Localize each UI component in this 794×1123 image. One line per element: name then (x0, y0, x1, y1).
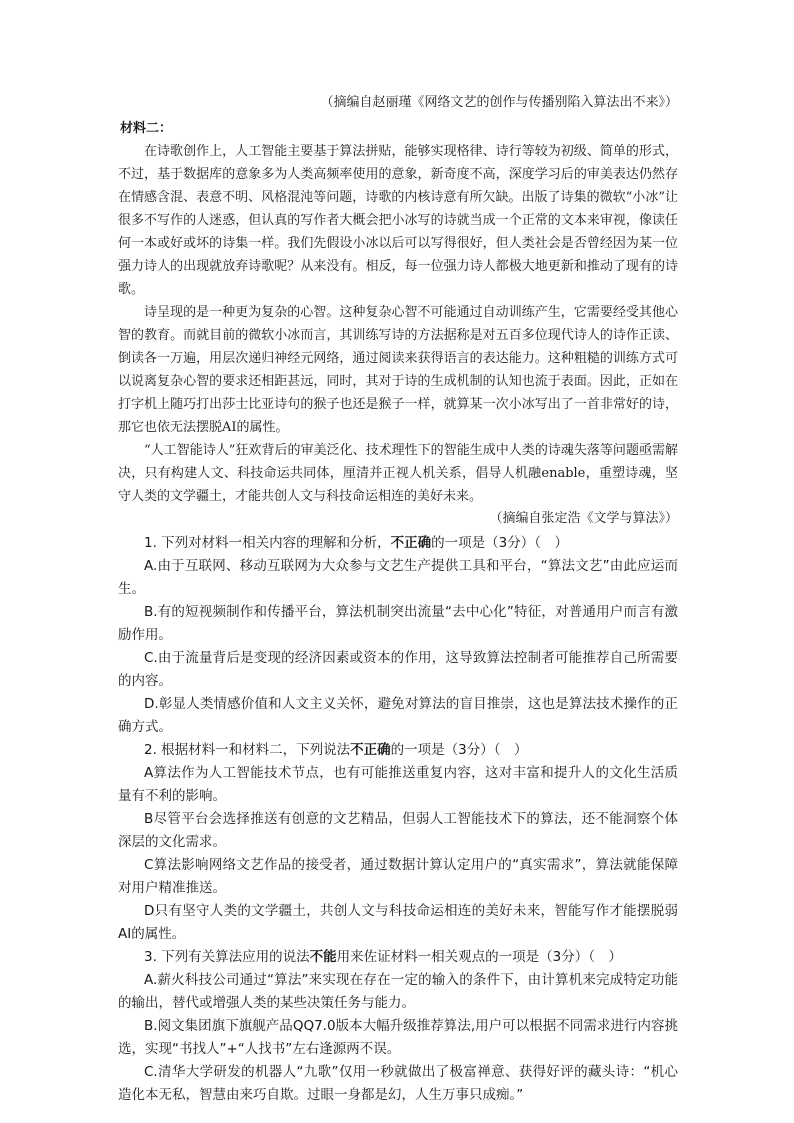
question-3-option-c[interactable]: C.清华大学研发的机器人“九歌”仅用一秒就做出了极富禅意、获得好评的藏头诗：“机心造化本无私，智慧由来巧自欺。过眼一身都是幻，人生万事只成痴。” (118, 1064, 678, 1103)
question-3-stem-text: 3. 下列有关算法应用的说法 (144, 949, 310, 965)
question-2-option-b[interactable]: B尽管平台会选择推送有创意的文艺精品，但弱人工智能技术下的算法，还不能洞察个体深层的文化需求。 (118, 811, 678, 850)
question-2-option-a[interactable]: A算法作为人工智能技术节点，也有可能推送重复内容，这对丰富和提升人的文化生活质量有不利的影响。 (118, 765, 678, 804)
question-2-option-d[interactable]: D只有坚守人类的文学疆土，共创人文与科技命运相连的美好未来，智能写作才能摆脱弱AI的属性。 (118, 903, 678, 942)
question-1-option-c[interactable]: C.由于流量背后是变现的经济因素或资本的作用，这导致算法控制者可能推荐自己所需要的内容。 (118, 650, 678, 689)
question-2-stem-text: 2. 根据材料一和材料二，下列说法 (144, 742, 351, 758)
material-2-paragraph-2: 诗呈现的是一种更为复杂的心智。这种复杂心智不可能通过自动训练产生，它需要经受其他心智的教育。而就目前的微软小冰而言，其训练写诗的方法据称是对五百多位现代诗人的诗作正读、倒读各一万遍，用层次递归神经元网络，通过阅读来获得语言的表达能力。这种粗糙的训练方式可以说离复杂心智的要求还相距甚远，同时，其对于诗的生成机制的认知也流于表面。因此，正如在打字机上随巧打出莎士比亚诗句的猴子也还是猴子一样，就算某一次小冰写出了一首非常好的诗，那它也依无法摆脱AI的属性。 (118, 305, 678, 435)
question-1-stem-text: 1. 下列对材料一相关内容的理解和分析， (144, 535, 391, 551)
material-2-paragraph-1: 在诗歌创作上，人工智能主要基于算法拼贴，能够实现格律、诗行等较为初级、简单的形式，不过，基于数据库的意象多为人类高频率使用的意象，新奇度不高，深度学习后的审美表达仍然存在情感含混、表意不明、风格混沌等问题，诗歌的内核诗意有所欠缺。出版了诗集的微软“小冰”让很多不写作的人迷惑，但认真的写作者大概会把小冰写的诗就当成一个正常的文本来审视，像读任何一本或好或坏的诗集一样。我们先假设小冰以后可以写得很好，但人类社会是否曾经因为某一位强力诗人的出现就放弃诗歌呢？从来没有。相反，每一位强力诗人都极大地更新和推动了现有的诗歌。 (118, 144, 678, 297)
material-2-paragraph-3: “人工智能诗人”狂欢背后的审美泛化、技术理性下的智能生成中人类的诗魂失落等问题亟需解决，只有构建人文、科技命运共同体，厘清并正视人机关系，倡导人机融enable，重塑诗魂，坚守人类的文学疆土，才能共创人文与科技命运相连的美好未来。 (118, 443, 678, 504)
material-2-heading: 材料二： (120, 121, 173, 136)
question-2-emphasis: 不正确 (350, 742, 391, 758)
source-citation-1: （摘编自赵丽瑾《网络文艺的创作与传播别陷入算法出不来》） (320, 95, 678, 110)
question-1-stem (118, 532, 678, 555)
question-2-option-c[interactable]: C算法影响网络文艺作品的接受者，通过数据计算认定用户的“真实需求”，算法就能保障对用户精准推送。 (118, 857, 678, 896)
question-3-stem-tail: 用来佐证材料一相关观点的一项是（3分）（ ） (336, 949, 623, 965)
exam-page (118, 92, 678, 1107)
question-2-stem (118, 739, 678, 762)
question-1-option-a[interactable]: A.由于互联网、移动互联网为大众参与文艺生产提供工具和平台，“算法文艺”由此应运而生。 (118, 558, 678, 597)
question-1-emphasis: 不正确 (390, 535, 432, 551)
question-2-stem-tail: 的一项是（3分）（ ） (390, 742, 528, 758)
question-3-option-b[interactable]: B.阅文集团旗下旗舰产品QQ7.0版本大幅升级推荐算法,用户可以根据不同需求进行内容挑选，实现“书找人”+“人找书”左右逢源两不误。 (118, 1018, 678, 1057)
question-3-stem (118, 946, 678, 969)
source-citation-2: （摘编自张定浩《文学与算法》） (489, 511, 678, 526)
question-1-option-d[interactable]: D.彰显人类情感价值和人文主义关怀，避免对算法的盲目推崇，这也是算法技术操作的正确方式。 (118, 696, 678, 735)
question-1-stem-tail: 的一项是（3分）（ ） (431, 535, 569, 551)
question-3-emphasis: 不能 (309, 949, 337, 965)
question-1-option-b[interactable]: B.有的短视频制作和传播平台，算法机制突出流量“去中心化”特征，对普通用户而言有激励作用。 (118, 604, 678, 643)
question-3-option-a[interactable]: A.薪火科技公司通过“算法”来实现在存在一定的输入的条件下，由计算机来完成特定功能的输出，替代或增强人类的某些决策任务与能力。 (118, 972, 678, 1011)
